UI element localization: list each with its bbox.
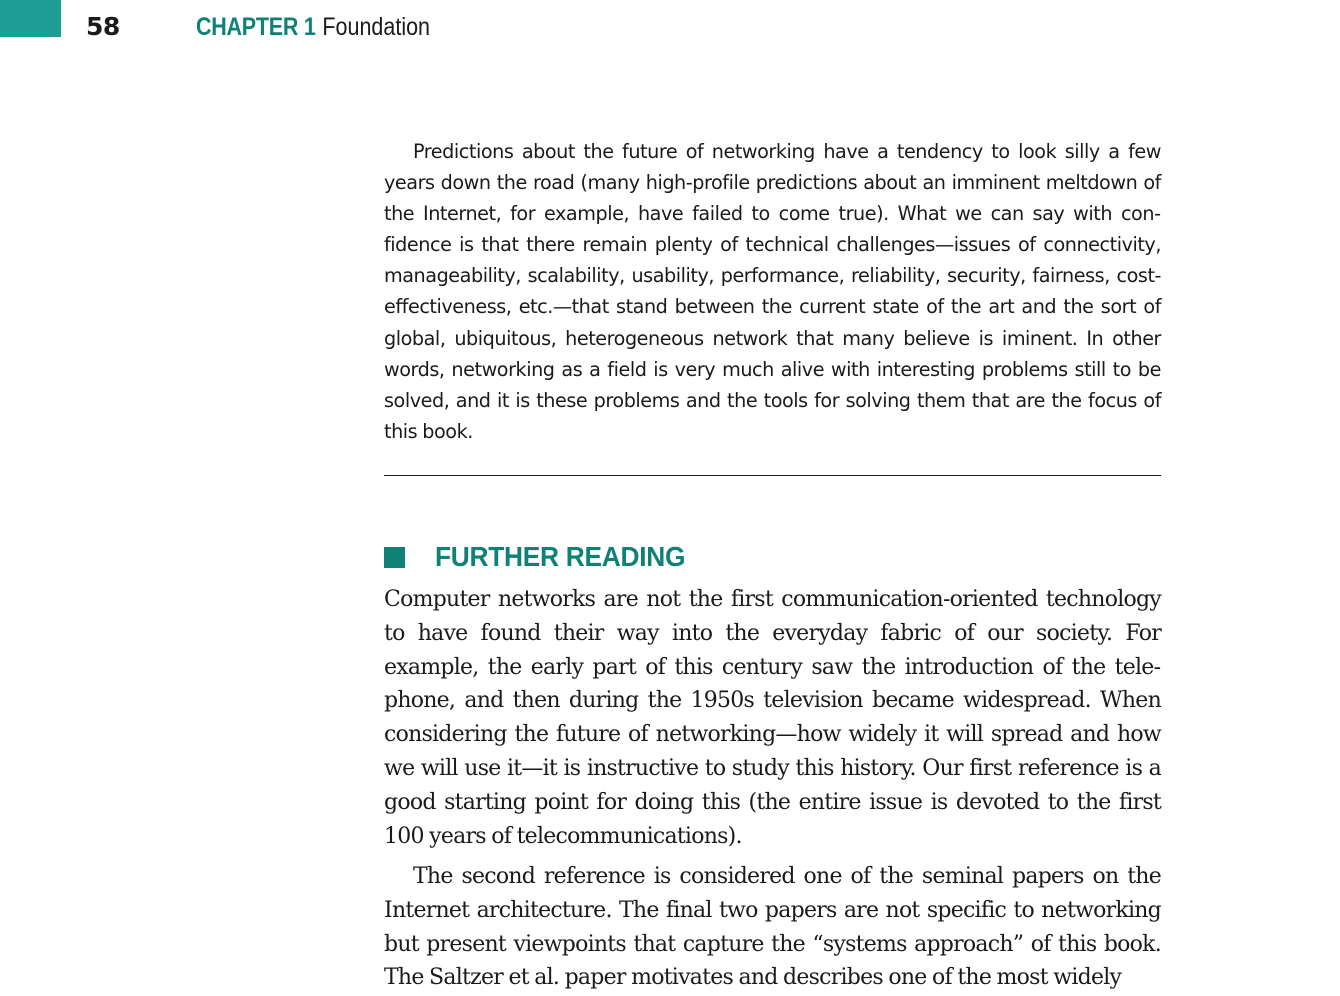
- page-number: 58: [86, 12, 120, 41]
- running-head: [196, 12, 430, 42]
- section-square-icon: [384, 547, 405, 568]
- chapter-label: CHAPTER 1: [196, 13, 316, 41]
- further-reading-paragraph-2: The second reference is considered one of the seminal papers on the Internet architecture. The final two papers are not specific to networking but present viewpoints that capture the “systems approach” of this book. The Saltzer et al. paper motivates and describes one of the most widely: [384, 864, 1161, 991]
- section-heading: [384, 540, 701, 574]
- further-reading-paragraph-1: Computer networks are not the first communication-oriented technology to have found their way into the everyday fabric of our society. For example, the early part of this century saw the introduction of the telephone, and then during the 1950s television became widespread. When considering the future of networking—how widely it will spread and how we will use it—it is instructive to study this history. Our first reference is a good starting point for doing this (the entire issue is devoted to the first 100 years of telecommunications).: [384, 587, 1161, 849]
- section-divider: [384, 475, 1161, 476]
- chapter-title: Foundation: [322, 13, 431, 41]
- header-accent-block: [0, 0, 61, 37]
- intro-paragraph: Predictions about the future of networking have a tendency to look silly a few years down the road (many high-profile predictions about an imminent meltdown of the Internet, for example, have failed to come true). What we can say with confidence is that there remain plenty of technical challenges—issues of connectivity, manageability, scalability, usability, performance, reliability, security, fairness, cost-effectiveness, etc.—that stand between the current state of the art and the sort of global, ubiquitous, heterogeneous network that many believe is iminent. In other words, networking as a field is very much alive with interesting problems still to be solved, and it is these problems and the tools for solving them that are the focus of this book.: [384, 140, 1161, 443]
- section-title: FURTHER READING: [435, 541, 686, 572]
